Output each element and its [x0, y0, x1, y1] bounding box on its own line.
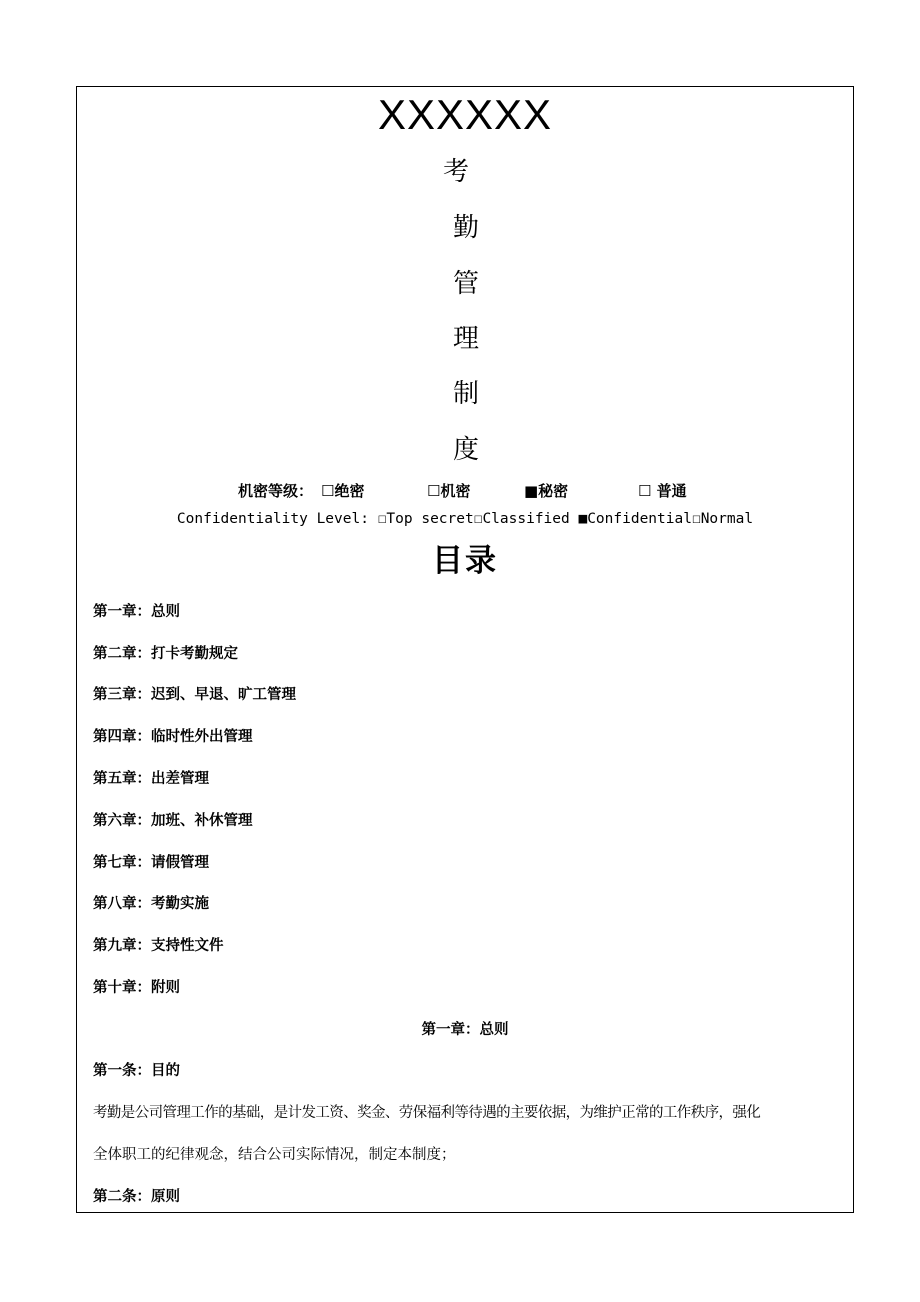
title-char: 度 [453, 435, 480, 465]
toc-item: 第一章：总则 [93, 604, 180, 620]
paragraph-line: 考勤是公司管理工作的基础，是计发工资、奖金、劳保福利等待遇的主要依据，为维护正常的工作秩序，强化 [93, 1105, 761, 1121]
title-char: 制 [453, 379, 480, 409]
option-classified: ☐机密 [427, 482, 471, 500]
toc-title: 目录 [432, 543, 498, 579]
confidentiality-en: Confidentiality Level: ☐Top secret☐Classified ■Confidential☐Normal [176, 511, 754, 527]
toc-item: 第四章：临时性外出管理 [93, 729, 253, 745]
toc-item: 第六章：加班、补休管理 [93, 813, 253, 829]
chapter-heading: 第一章：总则 [421, 1022, 509, 1038]
confidentiality-label: 机密等级： [238, 482, 314, 500]
option-confidential: ■秘密 [524, 482, 569, 500]
toc-item: 第八章：考勤实施 [93, 896, 209, 912]
toc-item: 第九章：支持性文件 [93, 938, 224, 954]
toc-item: 第七章：请假管理 [93, 855, 209, 871]
toc-item: 第十章：附则 [93, 980, 180, 996]
title-char: 勤 [453, 213, 480, 243]
option-top-secret: ☐绝密 [321, 482, 365, 500]
article-heading: 第一条：目的 [93, 1063, 180, 1079]
title-char: 管 [453, 269, 480, 299]
toc-item: 第五章：出差管理 [93, 771, 209, 787]
title-char: 理 [453, 324, 480, 354]
paragraph-line: 全体职工的纪律观念，结合公司实际情况，制定本制度； [93, 1147, 456, 1163]
company-name: XXXXXX [377, 91, 553, 138]
title-char: 考 [443, 157, 470, 187]
document-frame [76, 86, 854, 1213]
option-normal: ☐ 普通 [638, 482, 687, 500]
toc-item: 第二章：打卡考勤规定 [93, 646, 238, 662]
toc-item: 第三章：迟到、早退、旷工管理 [93, 687, 296, 703]
article-heading: 第二条：原则 [93, 1189, 180, 1205]
